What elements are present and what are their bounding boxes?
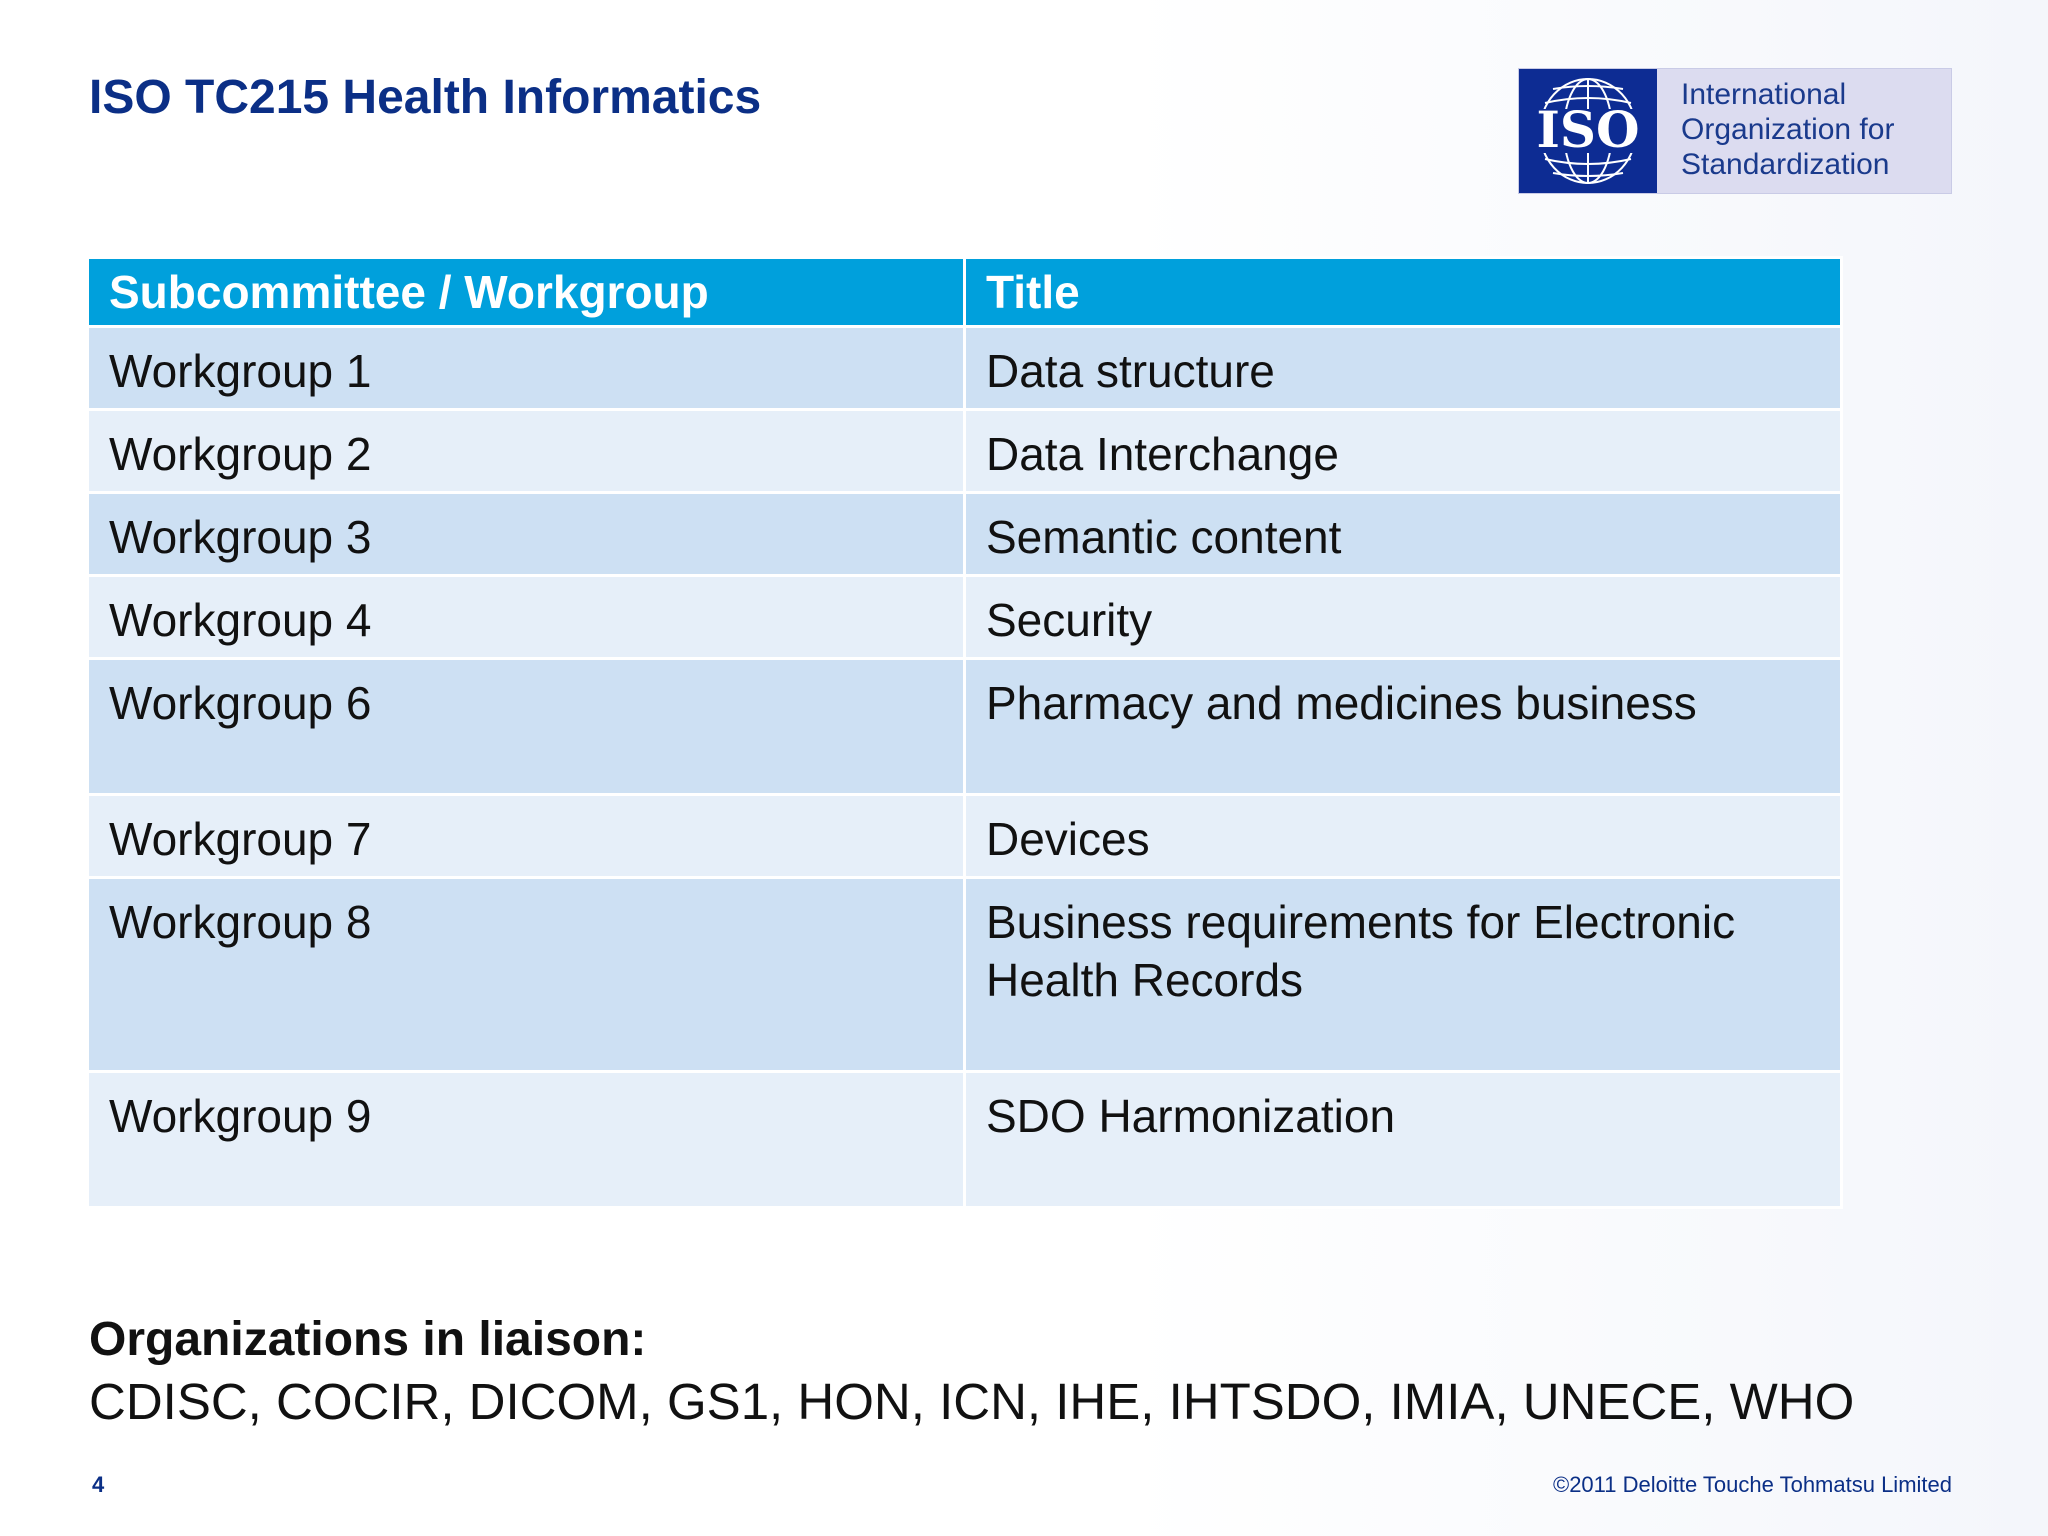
table-row bbox=[88, 410, 1842, 493]
table-row bbox=[88, 1072, 1842, 1208]
table-row bbox=[88, 795, 1842, 878]
slide-title: ISO TC215 Health Informatics bbox=[89, 71, 762, 124]
table-header-row bbox=[88, 258, 1842, 327]
iso-globe-icon bbox=[1519, 69, 1657, 193]
workgroup-table bbox=[86, 256, 1843, 1209]
iso-mark-text: ISO bbox=[1536, 100, 1640, 159]
workgroup-cell: Workgroup 7 bbox=[88, 795, 965, 878]
iso-logo-line-3: Standardization bbox=[1681, 148, 1890, 181]
title-cell: Data Interchange bbox=[965, 410, 1842, 493]
table-row bbox=[88, 659, 1842, 795]
copyright-notice: ©2011 Deloitte Touche Tohmatsu Limited bbox=[1552, 1472, 1952, 1497]
page-number: 4 bbox=[92, 1472, 105, 1497]
workgroup-cell: Workgroup 3 bbox=[88, 493, 965, 576]
workgroup-cell: Workgroup 9 bbox=[88, 1072, 965, 1208]
workgroup-cell: Workgroup 8 bbox=[88, 878, 965, 1072]
table-row bbox=[88, 878, 1842, 1072]
title-cell: Semantic content bbox=[965, 493, 1842, 576]
iso-logo bbox=[1518, 68, 1952, 194]
iso-logo-line-1: International bbox=[1681, 78, 1847, 111]
header-subcommittee: Subcommittee / Workgroup bbox=[88, 258, 965, 327]
iso-logo-line-2: Organization for bbox=[1681, 113, 1895, 146]
title-cell: Security bbox=[965, 576, 1842, 659]
title-cell: SDO Harmonization bbox=[965, 1072, 1842, 1208]
title-cell: Data structure bbox=[965, 327, 1842, 410]
header-title: Title bbox=[965, 258, 1842, 327]
table-row bbox=[88, 327, 1842, 410]
table-row bbox=[88, 576, 1842, 659]
workgroup-cell: Workgroup 4 bbox=[88, 576, 965, 659]
liaison-heading: Organizations in liaison: bbox=[89, 1313, 647, 1366]
workgroup-cell: Workgroup 2 bbox=[88, 410, 965, 493]
iso-logo-text bbox=[1657, 69, 1951, 193]
table-row bbox=[88, 493, 1842, 576]
workgroup-cell: Workgroup 6 bbox=[88, 659, 965, 795]
workgroup-cell: Workgroup 1 bbox=[88, 327, 965, 410]
title-cell: Pharmacy and medicines business bbox=[965, 659, 1842, 795]
liaison-list: CDISC, COCIR, DICOM, GS1, HON, ICN, IHE, IHTSDO, IMIA, UNECE, WHO bbox=[89, 1373, 1855, 1430]
title-cell: Devices bbox=[965, 795, 1842, 878]
title-cell: Business requirements for Electronic Health Records bbox=[965, 878, 1842, 1072]
